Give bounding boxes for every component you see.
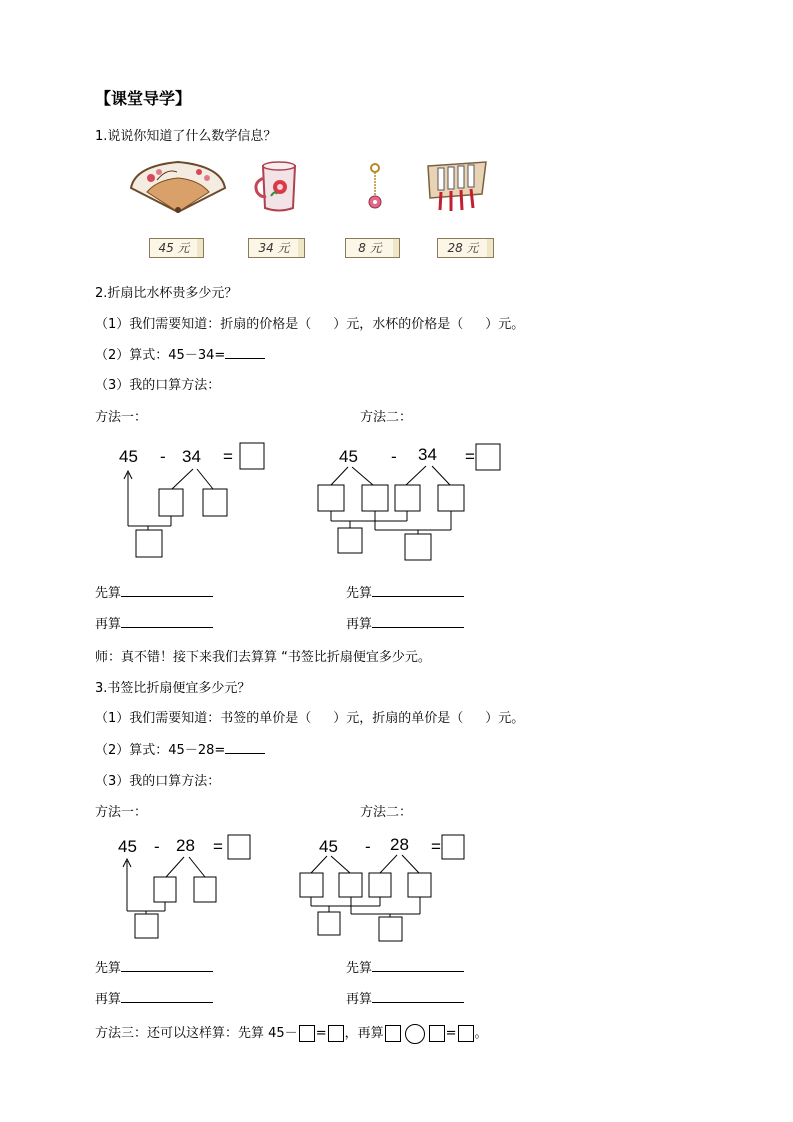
q2-d2-split-3	[406, 466, 426, 485]
bookmarks-price-tag: 28 元	[437, 238, 489, 258]
q3-d1-subtrahend: 28	[176, 836, 195, 855]
q3-m1-then-label: 再算	[95, 992, 122, 1007]
q2-then-step-line	[95, 613, 213, 632]
q3-m3-operator-circle[interactable]	[405, 1024, 425, 1044]
q3-m3-box-3[interactable]	[385, 1025, 401, 1042]
q3-equation-line	[95, 739, 265, 758]
q2-method-1-diagram	[115, 440, 275, 565]
q3-method-prompt: （3）我的口算方法：	[95, 774, 221, 789]
q3-d1-equals: =	[213, 837, 223, 856]
q3-m2-first-label: 先算	[346, 961, 373, 976]
section-heading: 【课堂导学】	[95, 89, 192, 108]
q2-d2-part-box-1[interactable]	[318, 485, 344, 511]
question-1-title: 1.说说你知道了什么数学信息？	[95, 129, 277, 144]
teacher-remark: 师：真不错！接下来我们去算算 “书签比折扇便宜多少元。	[95, 650, 431, 665]
q3-method-1-label: 方法一：	[95, 805, 148, 820]
q2-d1-part-box-1[interactable]	[159, 489, 183, 516]
q2-d2-step-box-1[interactable]	[338, 528, 362, 553]
q2-m2-first-label: 先算	[346, 586, 373, 601]
q3-m1-first-label: 先算	[95, 961, 122, 976]
q3-known-line	[95, 707, 524, 726]
fan-price-tag: 45 元	[149, 238, 199, 258]
q3-d2-split-3	[380, 855, 397, 873]
q3-m2-then-blank[interactable]	[372, 1002, 464, 1003]
q2-m2-then-blank[interactable]	[372, 627, 464, 628]
q3-d2-result-box[interactable]	[442, 835, 464, 859]
q2-equation-text: （2）算式：45－34=	[95, 348, 226, 363]
q3-then-step-line	[95, 988, 213, 1007]
q3-d1-split-right	[189, 857, 205, 877]
q2-d2-subtrahend: 34	[418, 445, 437, 464]
q3-m2-then-step-line	[346, 988, 464, 1007]
q2-d2-result-box[interactable]	[476, 444, 500, 470]
q2-d1-step-box[interactable]	[136, 530, 162, 557]
q3-m3-text-b: =	[315, 1026, 327, 1041]
q3-m3-text-e: 。	[474, 1026, 488, 1041]
q3-m2-first-blank[interactable]	[372, 971, 464, 972]
q3-d2-part-box-2[interactable]	[339, 873, 362, 897]
question-3-title: 3.书签比折扇便宜多少元？	[95, 681, 251, 696]
q2-d2-minus: -	[391, 447, 397, 466]
q2-d2-split-1	[331, 467, 348, 485]
q2-d2-part-box-2[interactable]	[362, 485, 388, 511]
q3-d2-split-2	[331, 856, 350, 873]
q3-answer-blank[interactable]	[225, 753, 265, 754]
q2-method-2-label: 方法二：	[360, 410, 413, 425]
q3-m2-first-step-line	[346, 957, 464, 976]
q3-method-2-label: 方法二：	[360, 805, 413, 820]
q3-d2-equals: =	[431, 837, 441, 856]
q2-d1-subtrahend: 34	[182, 447, 201, 466]
q2-d2-step-box-2[interactable]	[405, 534, 431, 560]
q2-m1-then-label: 再算	[95, 617, 122, 632]
q2-known-line	[95, 313, 524, 332]
q2-answer-blank[interactable]	[225, 358, 265, 359]
q3-first-step-line	[95, 957, 213, 976]
q3-m3-box-5[interactable]	[458, 1025, 474, 1042]
q3-m2-then-label: 再算	[346, 992, 373, 1007]
q3-m3-text-c: ，再算	[344, 1026, 384, 1041]
q2-method-1-label: 方法一：	[95, 410, 148, 425]
q2-known-text-a: （1）我们需要知道：折扇的价格是（	[95, 317, 312, 332]
cup-image	[253, 160, 303, 214]
q2-m2-first-step-line	[346, 582, 464, 601]
q3-m3-text-a: 方法三：还可以这样算：先算 45－	[95, 1026, 298, 1041]
q3-known-text-c: ）元。	[485, 711, 525, 726]
q3-d2-step-box-1[interactable]	[318, 912, 340, 935]
q2-equation-line	[95, 344, 265, 363]
q3-known-text-b: ）元，折扇的单价是（	[333, 711, 464, 726]
q3-d2-minuend: 45	[319, 837, 338, 856]
q2-known-text-b: ）元，水杯的价格是（	[333, 317, 464, 332]
bookmarks-image	[424, 158, 490, 218]
q2-method-2-diagram	[315, 440, 515, 565]
q2-d1-equals: =	[223, 447, 233, 466]
q2-d2-split-2	[352, 467, 373, 485]
q3-d2-part-box-3[interactable]	[369, 873, 391, 897]
keychain-price-tag: 8 元	[345, 238, 395, 258]
q3-d2-part-box-1[interactable]	[300, 873, 323, 897]
q3-m1-first-blank[interactable]	[121, 971, 213, 972]
q2-d2-minuend: 45	[339, 447, 358, 466]
q3-d1-result-box[interactable]	[228, 835, 250, 859]
q2-method-prompt: （3）我的口算方法：	[95, 378, 221, 393]
q2-d2-part-box-3[interactable]	[395, 485, 420, 511]
q3-d2-split-1	[311, 856, 327, 873]
q2-m1-first-label: 先算	[95, 586, 122, 601]
q2-d1-part-box-2[interactable]	[203, 489, 227, 516]
q2-m1-then-blank[interactable]	[121, 627, 213, 628]
q3-method-3-line	[95, 1022, 488, 1044]
q2-d1-split-right	[197, 469, 213, 489]
cup-price-tag: 34 元	[248, 238, 300, 258]
q3-d1-part-box-2[interactable]	[194, 877, 216, 902]
q3-d1-split-left	[166, 857, 184, 877]
q2-d2-equals: =	[465, 447, 475, 466]
q2-m2-then-label: 再算	[346, 617, 373, 632]
q2-d2-part-box-4[interactable]	[438, 485, 464, 511]
q3-d2-part-box-4[interactable]	[408, 873, 431, 897]
q2-d1-split-left	[172, 469, 193, 489]
q3-d2-minus: -	[365, 837, 371, 856]
q3-m3-text-d: =	[445, 1026, 457, 1041]
q2-m2-then-step-line	[346, 613, 464, 632]
q3-equation-text: （2）算式：45－28=	[95, 743, 226, 758]
q3-method-2-diagram	[297, 833, 477, 948]
q2-d1-minus: -	[160, 447, 166, 466]
q2-m1-first-blank[interactable]	[121, 596, 213, 597]
q3-m3-box-1[interactable]	[299, 1025, 315, 1042]
q3-m3-box-2[interactable]	[328, 1025, 344, 1042]
q3-d1-part-box-1[interactable]	[154, 877, 176, 902]
q2-d2-split-4	[432, 466, 450, 485]
q3-d1-step-box[interactable]	[135, 914, 158, 938]
q3-d1-minuend: 45	[118, 837, 137, 856]
question-2-title: 2.折扇比水杯贵多少元？	[95, 286, 238, 301]
q3-m3-box-4[interactable]	[429, 1025, 445, 1042]
q2-first-step-line	[95, 582, 213, 601]
q3-method-1-diagram	[115, 833, 275, 943]
q3-d2-step-box-2[interactable]	[379, 917, 402, 941]
folding-fan-image	[127, 158, 229, 216]
q2-known-text-c: ）元。	[485, 317, 525, 332]
q3-d2-subtrahend: 28	[390, 835, 409, 854]
q3-m1-then-blank[interactable]	[121, 1002, 213, 1003]
q2-d1-result-box[interactable]	[240, 443, 264, 469]
q3-known-text-a: （1）我们需要知道：书签的单价是（	[95, 711, 312, 726]
q2-d1-minuend: 45	[119, 447, 138, 466]
q2-m2-first-blank[interactable]	[372, 596, 464, 597]
keychain-image	[365, 162, 385, 214]
q3-d2-split-4	[402, 855, 419, 873]
q3-d1-minus: -	[154, 837, 160, 856]
